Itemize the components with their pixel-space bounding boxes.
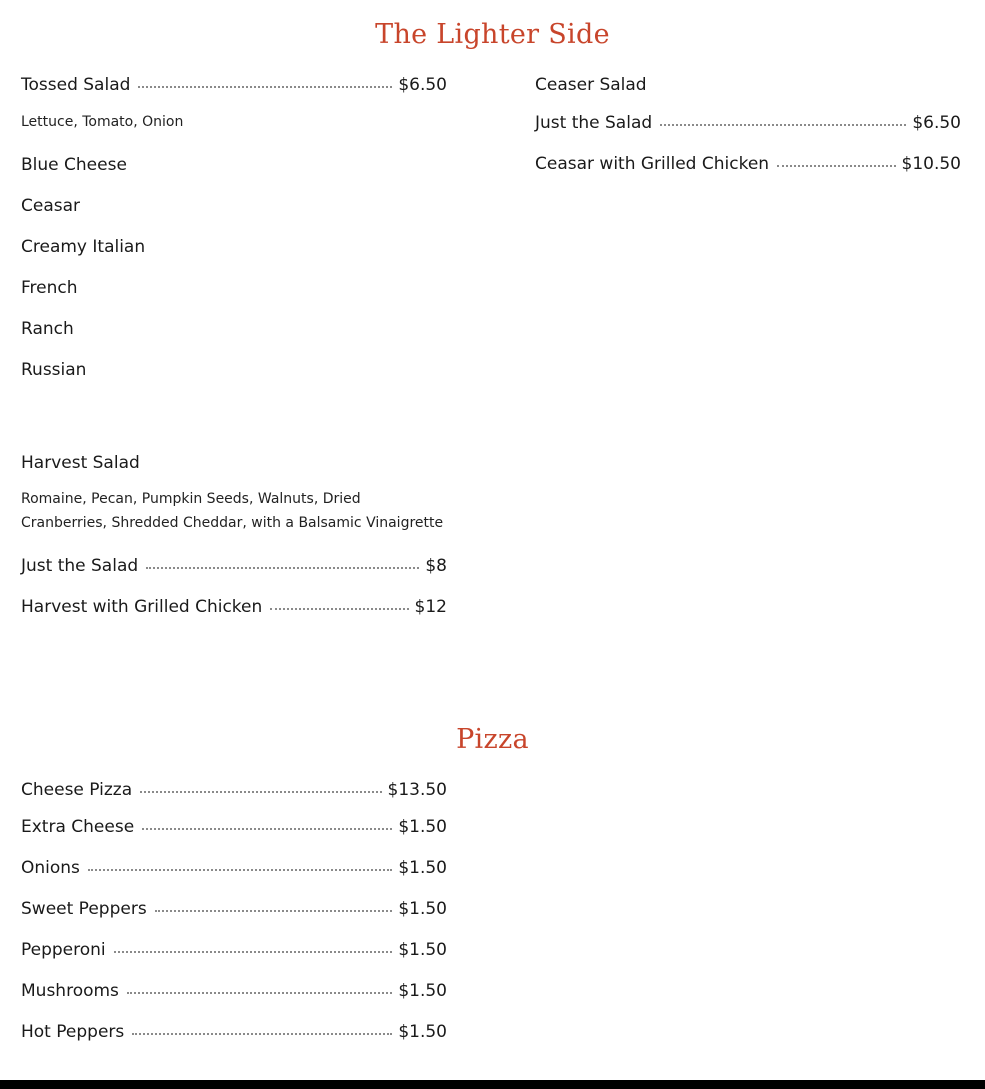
menu-item-tossed-salad (21, 74, 447, 96)
item-name: Ceasar with Grilled Chicken (535, 154, 770, 174)
menu-item-onions (21, 857, 447, 879)
item-name: Harvest with Grilled Chicken (21, 597, 263, 617)
item-price: $1.50 (398, 858, 447, 878)
section-title-pizza: Pizza (456, 724, 529, 755)
item-price: $10.50 (901, 154, 961, 174)
dot-leader (114, 951, 393, 953)
dressing-option: Ceasar (21, 196, 81, 216)
menu-item-cheese-pizza (21, 779, 447, 801)
item-price: $1.50 (398, 899, 447, 919)
section-title-lighter-side: The Lighter Side (375, 19, 610, 50)
menu-item-extra-cheese (21, 816, 447, 838)
item-price: $8 (425, 556, 447, 576)
menu-item-harvest-salad: Harvest Salad (21, 453, 140, 473)
item-name: Just the Salad (535, 113, 653, 133)
menu-item-ceaser-grilled-chicken (535, 153, 961, 175)
menu-item-hot-peppers (21, 1021, 447, 1043)
menu-item-mushrooms (21, 980, 447, 1002)
dot-leader (155, 910, 393, 912)
item-name: Cheese Pizza (21, 780, 133, 800)
bottom-bar (0, 1080, 985, 1089)
dot-leader (132, 1033, 392, 1035)
dot-leader (140, 791, 381, 793)
dot-leader (660, 124, 906, 126)
item-name: Just the Salad (21, 556, 139, 576)
menu-item-pepperoni (21, 939, 447, 961)
item-price: $1.50 (398, 1022, 447, 1042)
item-name: Hot Peppers (21, 1022, 125, 1042)
dot-leader (146, 567, 419, 569)
dot-leader (138, 86, 392, 88)
dot-leader (777, 165, 895, 167)
dot-leader (142, 828, 392, 830)
menu-item-ceaser-salad: Ceaser Salad (535, 75, 647, 95)
dressing-option: Creamy Italian (21, 237, 146, 257)
item-price: $1.50 (398, 817, 447, 837)
item-price: $1.50 (398, 940, 447, 960)
item-price: $6.50 (398, 75, 447, 95)
menu-item-harvest-grilled-chicken (21, 596, 447, 618)
dot-leader (270, 608, 408, 610)
dressing-option: French (21, 278, 78, 298)
dressing-option: Russian (21, 360, 87, 380)
dot-leader (88, 869, 392, 871)
item-name: Sweet Peppers (21, 899, 147, 919)
item-name: Mushrooms (21, 981, 119, 1001)
item-description-tossed-salad: Lettuce, Tomato, Onion (21, 114, 184, 130)
item-description-harvest-salad: Romaine, Pecan, Pumpkin Seeds, Walnuts, Dried Cranberries, Shredded Cheddar, with a Balsamic Vinaigrette (21, 491, 444, 531)
item-price: $1.50 (398, 981, 447, 1001)
item-name: Tossed Salad (21, 75, 131, 95)
dot-leader (127, 992, 392, 994)
dressing-option: Ranch (21, 319, 74, 339)
item-price: $6.50 (912, 113, 961, 133)
menu-item-ceaser-just-salad (535, 112, 961, 134)
dressing-option: Blue Cheese (21, 155, 127, 175)
item-name: Pepperoni (21, 940, 106, 960)
item-price: $12 (414, 597, 447, 617)
item-name: Extra Cheese (21, 817, 135, 837)
item-price: $13.50 (387, 780, 447, 800)
menu-item-harvest-just-salad (21, 555, 447, 577)
item-name: Onions (21, 858, 80, 878)
menu-item-sweet-peppers (21, 898, 447, 920)
